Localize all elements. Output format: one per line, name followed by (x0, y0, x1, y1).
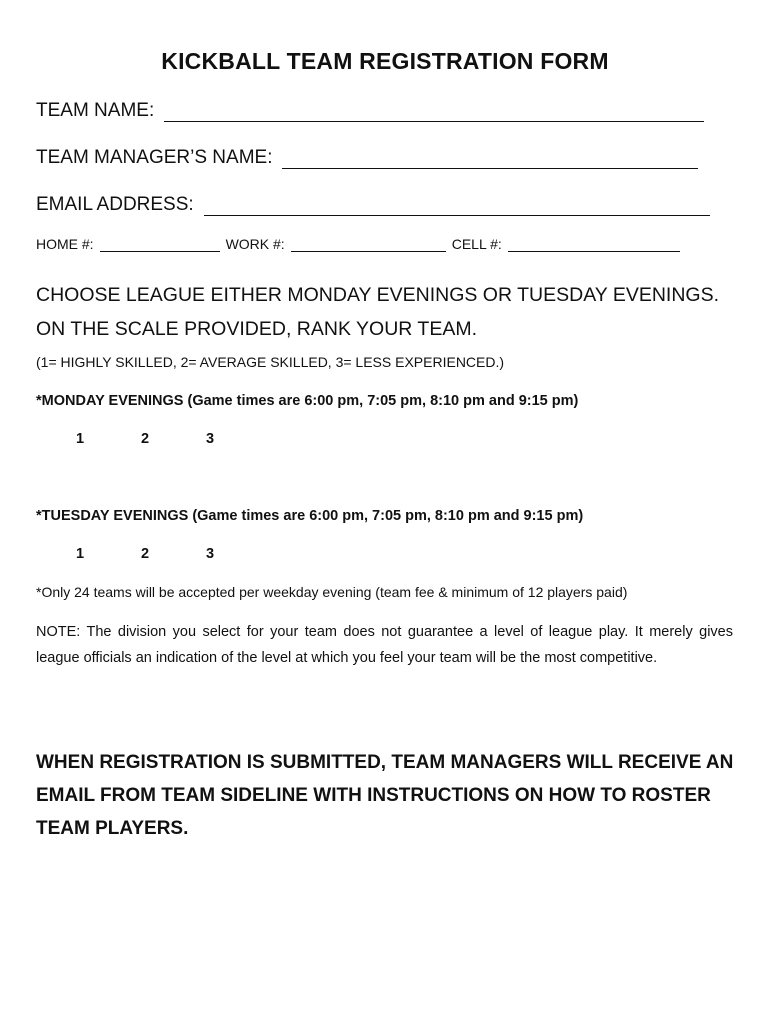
manager-name-blank[interactable] (282, 148, 698, 169)
phone-row (36, 236, 686, 252)
tuesday-heading: *TUESDAY EVENINGS (Game times are 6:00 pm, 7:05 pm, 8:10 pm and 9:15 pm) (36, 508, 584, 524)
monday-rank-2[interactable]: 2 (141, 431, 150, 447)
manager-name-row (36, 147, 698, 169)
skill-scale-legend: (1= HIGHLY SKILLED, 2= AVERAGE SKILLED, 3= LESS EXPERIENCED.) (36, 354, 505, 370)
email-label: EMAIL ADDRESS: (36, 194, 194, 215)
work-phone-label: WORK #: (225, 236, 285, 252)
email-blank[interactable] (204, 195, 710, 216)
monday-ranks (76, 431, 271, 447)
team-limit-note: *Only 24 teams will be accepted per weekday evening (team fee & minimum of 12 players paid) (36, 584, 628, 600)
submission-notice: WHEN REGISTRATION IS SUBMITTED, TEAM MANAGERS WILL RECEIVE AN EMAIL FROM TEAM SIDELINE WITH INSTRUCTIONS ON HOW TO ROSTER TEAM PLAYERS. (36, 752, 734, 839)
home-phone-label: HOME #: (36, 236, 94, 252)
monday-rank-1[interactable]: 1 (76, 431, 85, 447)
league-instructions (36, 278, 719, 346)
monday-rank-3[interactable]: 3 (206, 431, 215, 447)
cell-phone-blank[interactable] (508, 237, 680, 252)
tuesday-rank-3[interactable]: 3 (206, 546, 215, 562)
email-row (36, 194, 710, 216)
team-name-blank[interactable] (164, 101, 704, 122)
tuesday-rank-1[interactable]: 1 (76, 546, 85, 562)
instructions-line-1: CHOOSE LEAGUE EITHER MONDAY EVENINGS OR TUESDAY EVENINGS. (36, 284, 720, 306)
division-note: NOTE: The division you select for your team does not guarantee a level of league play. It merely gives league officials an indication of the level at which you feel your team will be the most competitive. (36, 624, 733, 666)
manager-name-label: TEAM MANAGER’S NAME: (36, 147, 273, 168)
team-name-row (36, 100, 704, 122)
cell-phone-label: CELL #: (451, 236, 502, 252)
tuesday-rank-2[interactable]: 2 (141, 546, 150, 562)
instructions-line-2: ON THE SCALE PROVIDED, RANK YOUR TEAM. (36, 318, 478, 340)
form-title: KICKBALL TEAM REGISTRATION FORM (161, 48, 609, 74)
tuesday-ranks (76, 546, 271, 562)
monday-heading: *MONDAY EVENINGS (Game times are 6:00 pm, 7:05 pm, 8:10 pm and 9:15 pm) (36, 393, 579, 409)
team-name-label: TEAM NAME: (36, 100, 155, 121)
work-phone-blank[interactable] (291, 237, 446, 252)
home-phone-blank[interactable] (100, 237, 220, 252)
